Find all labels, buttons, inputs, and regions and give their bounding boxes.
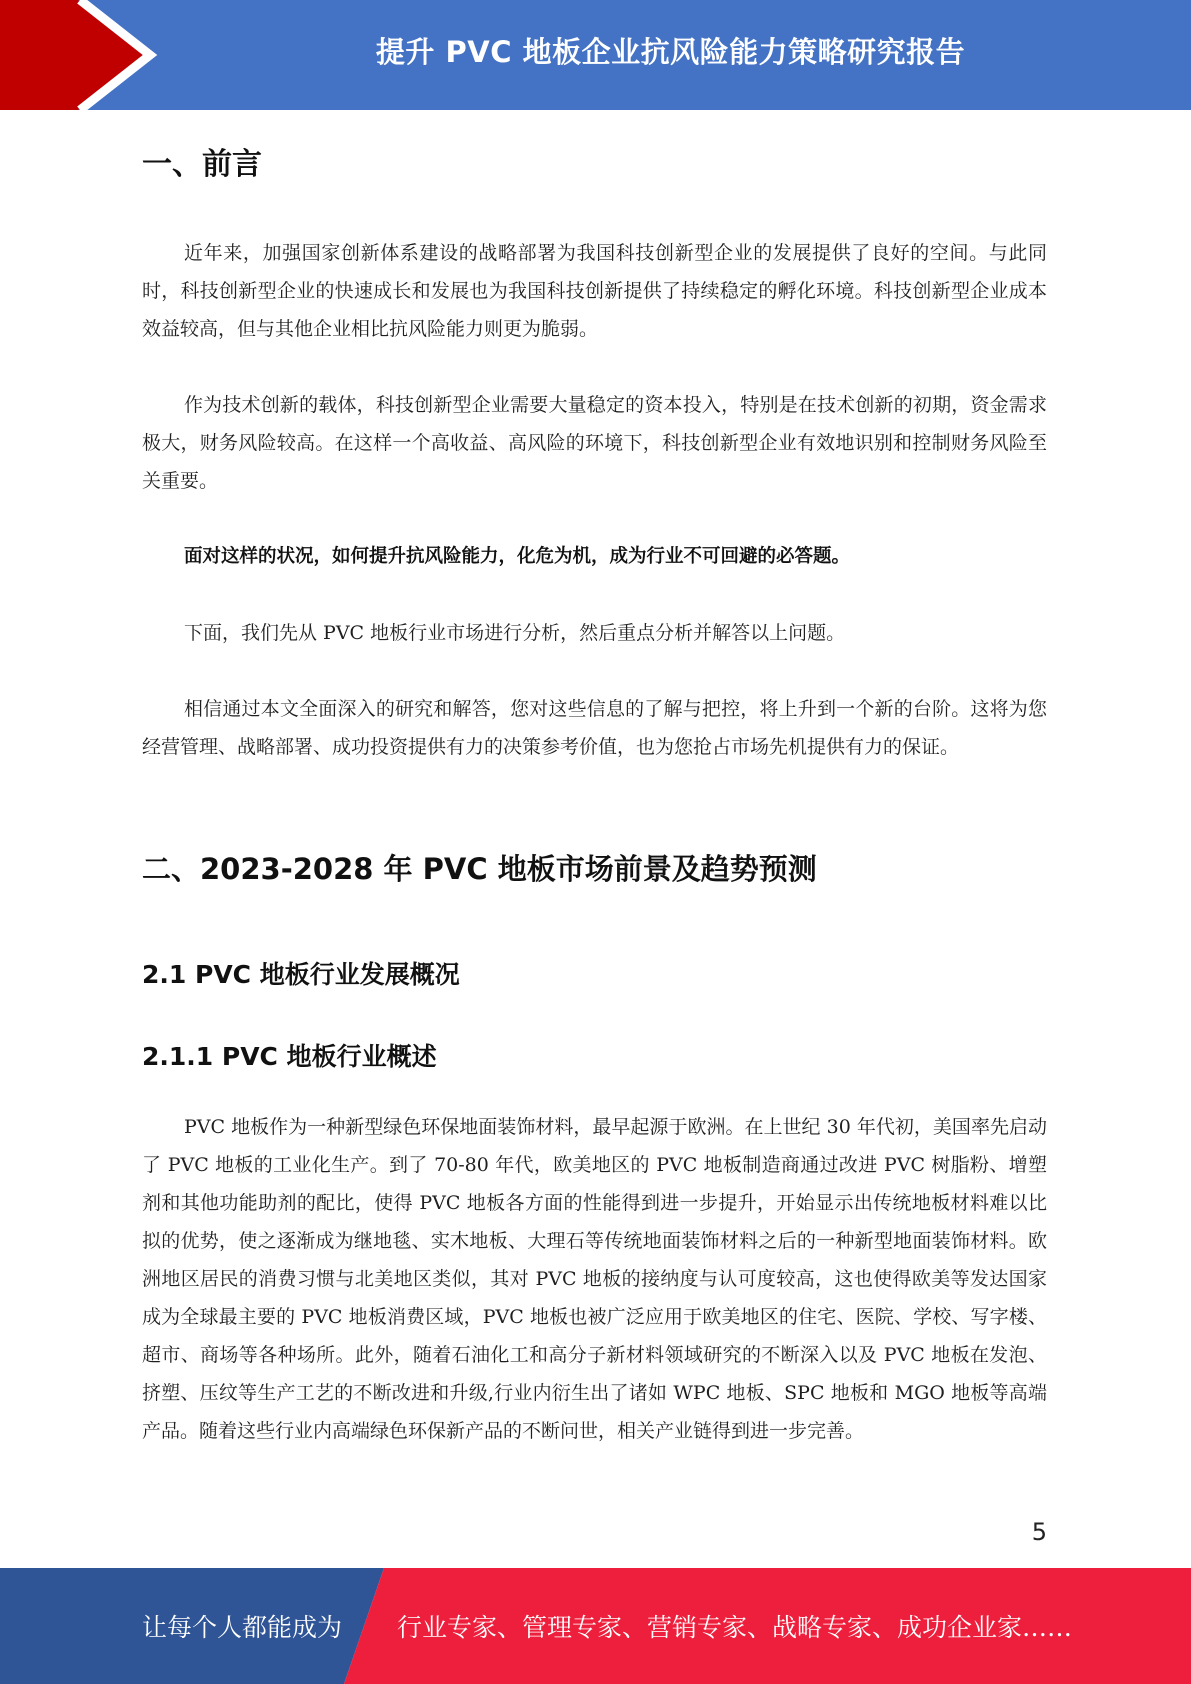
paragraph: 下面，我们先从 PVC 地板行业市场进行分析，然后重点分析并解答以上问题。	[184, 622, 846, 644]
footer-slogan-right: 行业专家、管理专家、营销专家、战略专家、成功企业家……	[397, 1613, 1073, 1642]
footer-banner	[0, 1568, 1191, 1684]
paragraph: 作为技术创新的载体，科技创新型企业需要大量稳定的资本投入，特别是在技术创新的初期，资金需求极大，财务风险较高。在这样一个高收益、高风险的环境下，科技创新型企业有效地识别和控制财务风险至关重要。	[142, 394, 1047, 492]
section-heading-market-outlook: 二、2023-2028 年 PVC 地板市场前景及趋势预测	[142, 852, 817, 886]
section-heading-preface: 一、前言	[142, 147, 262, 182]
paragraph: 相信通过本文全面深入的研究和解答，您对这些信息的了解与把控，将上升到一个新的台阶。这将为您经营管理、战略部署、成功投资提供有力的决策参考价值，也为您抢占市场先机提供有力的保证。	[142, 698, 1047, 758]
header-banner	[0, 0, 1191, 110]
subsection-heading: 2.1 PVC 地板行业发展概况	[142, 960, 460, 989]
page-number: 5	[1031, 1518, 1047, 1546]
paragraph: PVC 地板作为一种新型绿色环保地面装饰材料，最早起源于欧洲。在上世纪 30 年代初，美国率先启动了 PVC 地板的工业化生产。到了 70-80 年代，欧美地区的 PVC 地板制造商通过改进 PVC 树脂粉、增塑剂和其他功能助剂的配比，使得 PVC 地板各方面的性能得到进一步提升，开始显示出传统地板材料难以比拟的优势，使之逐渐成为继地毯、实木地板、大理石等传统地面装饰材料之后的一种新型地面装饰材料。欧洲地区居民的消费习惯与北美地区类似，其对 PVC 地板的接纳度与认可度较高，这也使得欧美等发达国家成为全球最主要的 PVC 地板消费区域，PVC 地板也被广泛应用于欧美地区的住宅、医院、学校、写字楼、超市、商场等各种场所。此外，随着石油化工和高分子新材料领域研究的不断深入以及 PVC 地板在发泡、挤塑、压纹等生产工艺的不断改进和升级,行业内衍生出了诸如 WPC 地板、SPC 地板和 MGO 地板等高端产品。随着这些行业内高端绿色环保新产品的不断问世，相关产业链得到进一步完善。	[142, 1116, 1047, 1442]
subsubsection-heading: 2.1.1 PVC 地板行业概述	[142, 1042, 437, 1071]
bold-paragraph: 面对这样的状况，如何提升抗风险能力，化危为机，成为行业不可回避的必答题。	[184, 546, 851, 567]
header-arrow-decoration	[0, 0, 160, 110]
report-title: 提升 PVC 地板企业抗风险能力策略研究报告	[375, 34, 966, 69]
footer-slogan-left: 让每个人都能成为	[142, 1613, 343, 1642]
paragraph: 近年来，加强国家创新体系建设的战略部署为我国科技创新型企业的发展提供了良好的空间。与此同时，科技创新型企业的快速成长和发展也为我国科技创新提供了持续稳定的孵化环境。科技创新型企业成本效益较高，但与其他企业相比抗风险能力则更为脆弱。	[142, 242, 1047, 340]
